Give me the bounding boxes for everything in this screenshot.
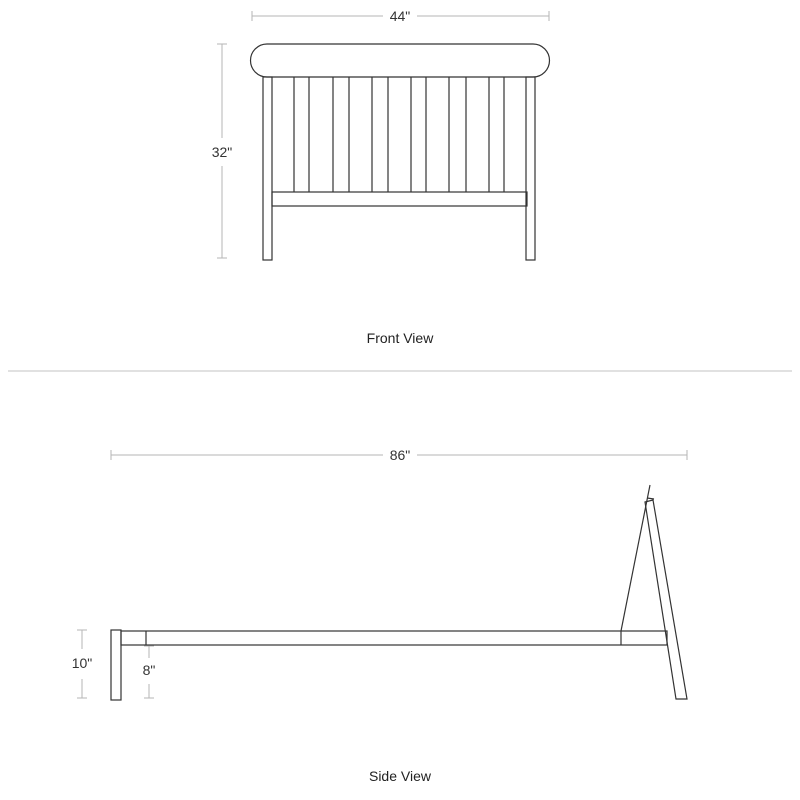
height-label: 32" xyxy=(211,144,233,160)
headboard-front xyxy=(251,44,550,260)
rail-clearance-dimension xyxy=(143,646,156,698)
length-label: 86" xyxy=(389,447,411,463)
length-dimension xyxy=(111,447,687,463)
front-view-caption: Front View xyxy=(366,330,434,346)
side-view xyxy=(72,447,687,784)
headboard-leg xyxy=(645,500,687,699)
lower-rail xyxy=(272,192,527,206)
slats xyxy=(294,77,504,192)
front-view xyxy=(212,8,550,346)
bed-side xyxy=(111,485,687,700)
height-dimension xyxy=(212,44,233,258)
left-leg xyxy=(263,77,272,260)
side-rail xyxy=(121,631,667,645)
rail-clearance-label: 8" xyxy=(142,662,156,678)
width-label: 44" xyxy=(389,8,411,24)
foot-height-dimension xyxy=(72,630,93,698)
headboard-panel xyxy=(621,485,650,631)
foot-post xyxy=(111,630,121,700)
width-dimension xyxy=(252,8,549,24)
headboard-cushion xyxy=(251,44,550,77)
side-view-caption: Side View xyxy=(368,768,432,784)
right-leg xyxy=(526,77,535,260)
foot-height-label: 10" xyxy=(71,655,93,671)
